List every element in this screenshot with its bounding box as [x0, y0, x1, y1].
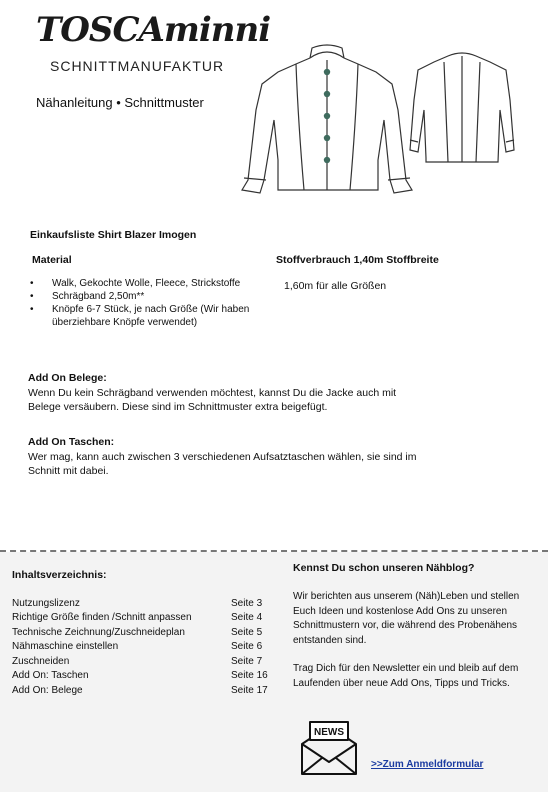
button-dot — [324, 135, 330, 141]
toc-page: Seite 16 — [231, 670, 268, 681]
blog-title: Kennst Du schon unseren Nähblog? — [293, 562, 475, 574]
toc-label: Add On: Belege — [12, 685, 83, 696]
toc-title: Inhaltsverzeichnis: — [12, 569, 107, 581]
fabric-heading: Stoffverbrauch 1,40m Stoffbreite — [276, 254, 439, 266]
toc-page: Seite 4 — [231, 612, 263, 623]
addon-belege-text: Wenn Du kein Schrägband verwenden möchtest, kannst Du die Jacke auch mit Belege versäubern. Diese sind im Schnittmuster extra beigefügt. — [28, 387, 397, 413]
news-label: NEWS — [314, 727, 344, 738]
toc-page: Seite 6 — [231, 641, 263, 652]
button-dot — [324, 157, 330, 163]
fabric-value: 1,60m für alle Größen — [284, 280, 387, 292]
logo-subtitle: SCHNITTMANUFAKTUR — [50, 58, 225, 74]
toc-page: Seite 5 — [231, 627, 263, 638]
blog-paragraph-1: Wir berichten aus unserem (Näh)Leben und stellen Euch Ideen und kostenlose Add Ons zu unseren Schnittmustern vor, die während des Probenähens entstanden sind. — [293, 591, 520, 646]
newsletter-envelope-icon — [296, 718, 362, 778]
toc-label: Richtige Größe finden /Schnitt anpassen — [12, 612, 192, 623]
toc-page: Seite 17 — [231, 685, 268, 696]
jacket-technical-drawing — [238, 40, 538, 200]
addon-belege-title: Add On Belege: — [28, 372, 107, 384]
page-subtitle: Nähanleitung • Schnittmuster — [36, 95, 204, 110]
signup-form-link[interactable]: >>Zum Anmeldformular — [371, 759, 484, 770]
material-list — [30, 277, 280, 329]
toc-page: Seite 3 — [231, 598, 263, 609]
logo-title: TOSCAminni — [36, 10, 271, 50]
toc-label: Add On: Taschen — [12, 670, 89, 681]
dashed-divider — [0, 550, 548, 552]
button-dot — [324, 91, 330, 97]
toc-label: Technische Zeichnung/Zuschneideplan — [12, 627, 185, 638]
blog-paragraph-2: Trag Dich für den Newsletter ein und bleib auf dem Laufenden über neue Add Ons, Tipps und Tricks. — [293, 663, 519, 689]
list-item: • Knöpfe 6-7 Stück, je nach Größe (Wir haben überziehbare Knöpfe verwendet) — [30, 303, 280, 329]
addon-taschen-text: Wer mag, kann auch zwischen 3 verschiedenen Aufsatztaschen wählen, sie sind im Schnitt mit dabei. — [28, 451, 417, 477]
list-item: • Schrägband 2,50m** — [30, 290, 280, 303]
addon-taschen-title: Add On Taschen: — [28, 436, 115, 448]
list-item: • Walk, Gekochte Wolle, Fleece, Strickstoffe — [30, 277, 280, 290]
toc-label: Nutzungslizenz — [12, 598, 80, 609]
material-heading: Material — [32, 254, 72, 266]
button-dot — [324, 113, 330, 119]
shopping-list-title: Einkaufsliste Shirt Blazer Imogen — [30, 229, 197, 241]
toc-label: Nähmaschine einstellen — [12, 641, 119, 652]
toc-label: Zuschneiden — [12, 656, 70, 667]
button-dot — [324, 69, 330, 75]
toc-page: Seite 7 — [231, 656, 263, 667]
